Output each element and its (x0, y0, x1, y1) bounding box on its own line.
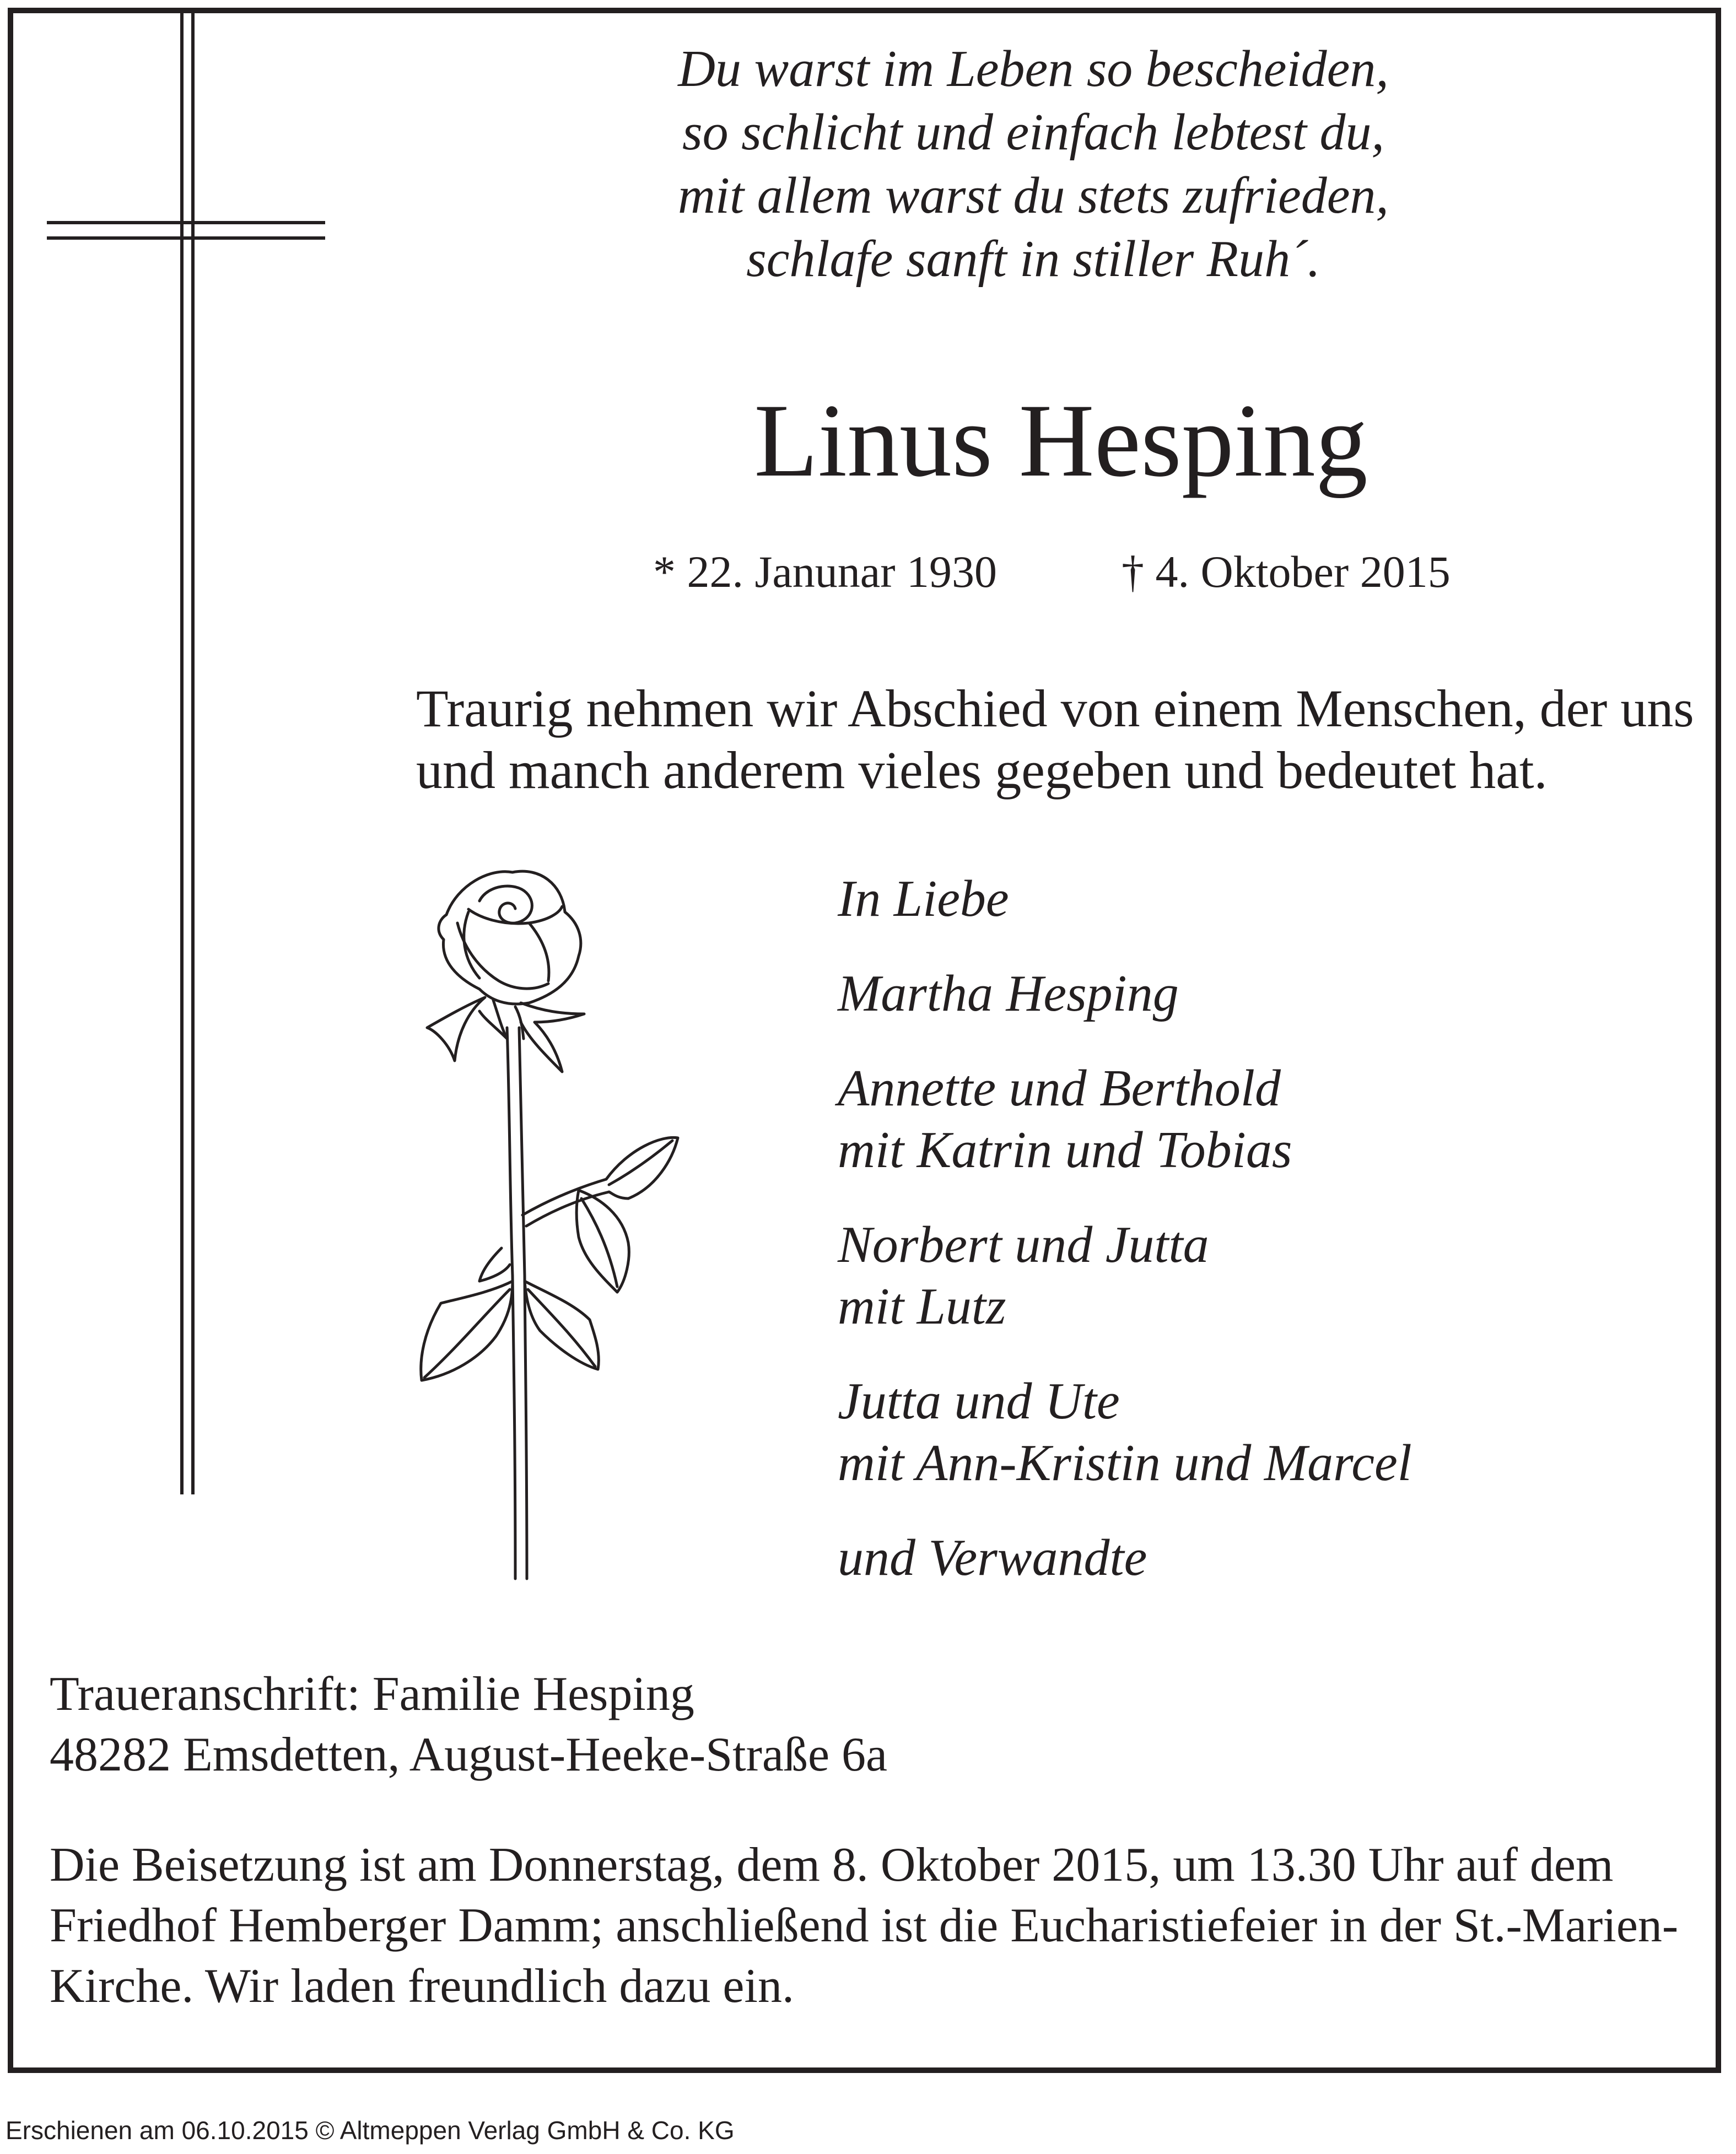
poem-line: Du warst im Leben so bescheiden, (678, 40, 1389, 98)
family-line: mit Lutz (838, 1278, 1006, 1335)
death-date: † 4. Oktober 2015 (1122, 547, 1451, 597)
family-line: In Liebe (838, 870, 1009, 927)
funeral-info (50, 1835, 1678, 2017)
family-group (838, 1370, 1412, 1494)
funeral-line: Friedhof Hemberger Damm; anschließend ist die Eucharistiefeier in der St.-Marien- (50, 1899, 1679, 1952)
address-line: 48282 Emsdetten, August-Heeke-Straße 6a (50, 1728, 888, 1781)
family-group (838, 1057, 1412, 1181)
farewell-line: und manch anderem vieles gegeben und bedeutet hat. (416, 741, 1548, 800)
farewell-line: Traurig nehmen wir Abschied von einem Menschen, der uns (416, 679, 1694, 738)
farewell-text (416, 678, 1694, 801)
family-group (838, 1527, 1412, 1589)
family-group (838, 868, 1412, 930)
family-group (838, 963, 1412, 1024)
family-line: Norbert und Jutta (838, 1216, 1209, 1273)
family-line: Annette und Berthold (838, 1060, 1281, 1117)
birth-date: * 22. Janunar 1930 (653, 547, 998, 597)
publication-credit: Erschienen am 06.10.2015 © Altmeppen Verlag GmbH & Co. KG (6, 2116, 735, 2145)
family-line: mit Ann-Kristin und Marcel (838, 1434, 1412, 1492)
deceased-name: Linus Hesping (754, 383, 1368, 499)
family-line: und Verwandte (838, 1529, 1147, 1586)
family-list (838, 868, 1412, 1622)
rose-illustration (397, 862, 705, 1590)
address-line: Traueranschrift: Familie Hesping (50, 1667, 694, 1721)
cross-icon (0, 0, 342, 1521)
funeral-line: Kirche. Wir laden freundlich dazu ein. (50, 1959, 794, 2013)
family-group (838, 1214, 1412, 1337)
poem (551, 37, 1516, 291)
poem-line: schlafe sanft in stiller Ruh´. (746, 230, 1320, 288)
family-line: mit Katrin und Tobias (838, 1121, 1292, 1179)
poem-line: mit allem warst du stets zufrieden, (678, 167, 1389, 224)
mourning-address (50, 1664, 887, 1785)
family-line: Martha Hesping (838, 965, 1179, 1022)
funeral-line: Die Beisetzung ist am Donnerstag, dem 8. Oktober 2015, um 13.30 Uhr auf dem (50, 1838, 1614, 1892)
family-line: Jutta und Ute (838, 1373, 1120, 1430)
poem-line: so schlicht und einfach lebtest du, (682, 104, 1384, 161)
